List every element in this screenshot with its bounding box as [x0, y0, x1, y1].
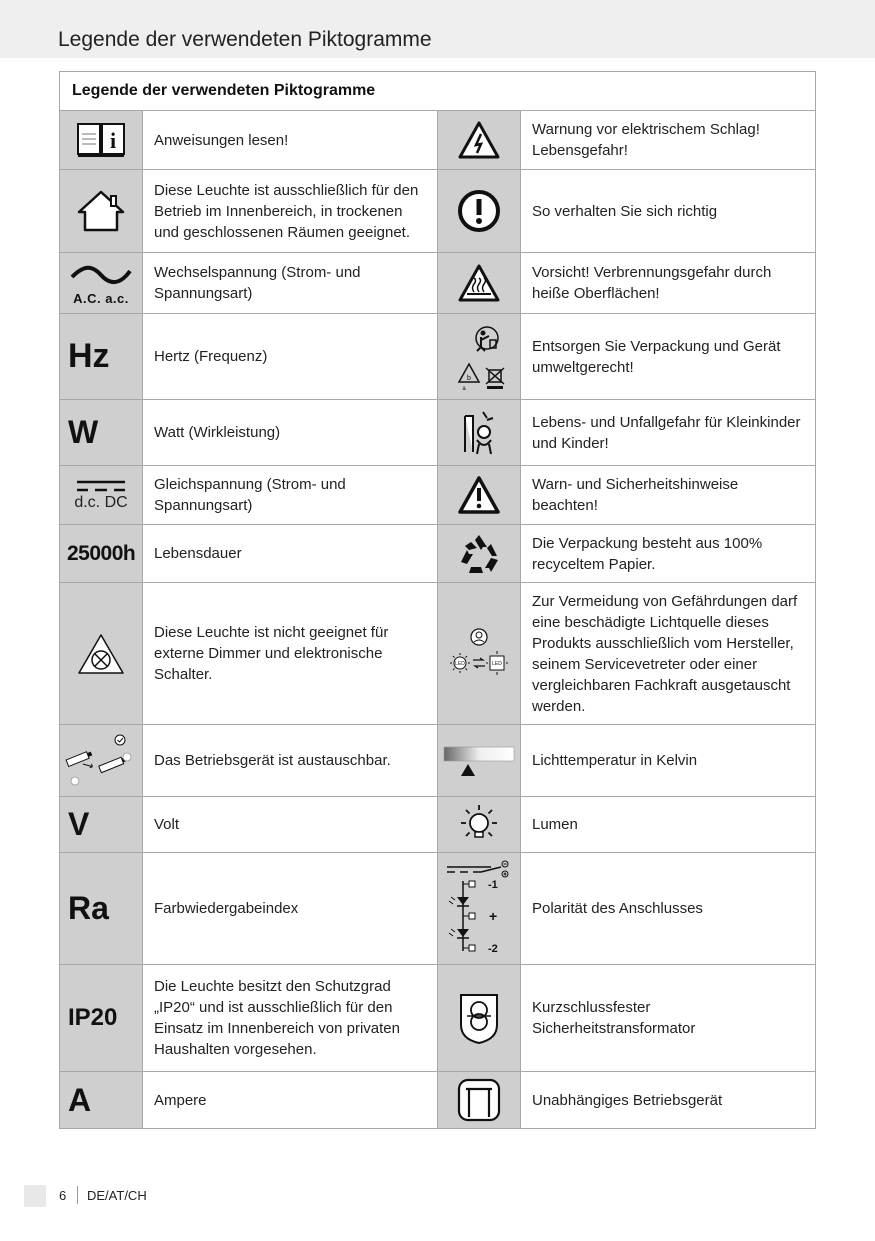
- pictogram-legend-table: [59, 71, 816, 1129]
- hot-surface-warning-icon: [438, 253, 521, 314]
- legend-text: Diese Leuchte ist nicht geeignet für externe Dimmer und elektronische Schalter.: [143, 583, 438, 725]
- no-dimmer-icon: [60, 583, 143, 725]
- legend-text: Diese Leuchte ist ausschließlich für den Betrieb im Innenbereich, in trockenen und geschlossenen Räumen geeignet.: [143, 170, 438, 253]
- ip20-symbol: IP20: [68, 1004, 118, 1031]
- lumen-bulb-icon: [438, 797, 521, 853]
- polarity-label-minus1: -1: [488, 879, 498, 891]
- legend-text: Volt: [143, 797, 438, 853]
- read-instructions-icon: [60, 111, 143, 170]
- hertz-symbol: Hz: [68, 337, 110, 375]
- table-row: [60, 170, 816, 253]
- child-danger-icon: [438, 400, 521, 466]
- alternating-current-icon: [60, 253, 143, 314]
- table-row: [60, 965, 816, 1072]
- light-source-replacement-icon: [438, 583, 521, 725]
- legend-text: Das Betriebsgerät ist austauschbar.: [143, 725, 438, 797]
- svg-text:LED: LED: [492, 660, 502, 667]
- table-row: [60, 466, 816, 525]
- legend-text: Lichttemperatur in Kelvin: [521, 725, 816, 797]
- legend-header: Legende der verwendeten Piktogramme: [60, 72, 816, 111]
- table-row: [60, 853, 816, 965]
- table-row: [60, 797, 816, 853]
- legend-text: Lumen: [521, 797, 816, 853]
- legend-text: Wechselspannung (Strom- und Spannungsart): [143, 253, 438, 314]
- legend-text: Ampere: [143, 1072, 438, 1129]
- table-row: [60, 111, 816, 170]
- region-label: DE/AT/CH: [87, 1188, 147, 1203]
- legend-text: Zur Vermeidung von Gefährdungen darf eine beschädigte Lichtquelle dieses Produkts ausschließlich vom Hersteller, seinem Servicevetreter oder einer vergleichbaren Fachkraft ausgetauscht werden.: [521, 583, 816, 725]
- legend-text: Lebens- und Unfallgefahr für Kleinkinder und Kinder!: [521, 400, 816, 466]
- legend-text: Vorsicht! Verbrennungsgefahr durch heiße Oberflächen!: [521, 253, 816, 314]
- svg-text:b: b: [467, 374, 471, 382]
- svg-text:i: i: [109, 128, 117, 153]
- svg-text:LED: LED: [455, 660, 465, 667]
- table-row: [60, 525, 816, 583]
- polarity-label-minus2: -2: [488, 943, 498, 955]
- volt-symbol: V: [68, 806, 90, 842]
- recycling-disposal-icon: [438, 314, 521, 400]
- electric-shock-warning-icon: [438, 111, 521, 170]
- legend-text: Watt (Wirkleistung): [143, 400, 438, 466]
- independent-control-gear-icon: [438, 1072, 521, 1129]
- legend-text: Hertz (Frequenz): [143, 314, 438, 400]
- legend-text: Die Verpackung besteht aus 100% recyceltem Papier.: [521, 525, 816, 583]
- polarity-label-plus: +: [489, 908, 498, 924]
- legend-text: Unabhängiges Betriebsgerät: [521, 1072, 816, 1129]
- replaceable-driver-icon: [60, 725, 143, 797]
- watt-symbol: W: [68, 414, 99, 450]
- exclamation-icon: [438, 170, 521, 253]
- safety-transformer-icon: [438, 965, 521, 1072]
- footer-divider: [77, 1186, 78, 1204]
- lifetime-symbol: 25000h: [67, 541, 136, 565]
- legend-header-row: [60, 72, 816, 111]
- legend-text: Farbwiedergabeindex: [143, 853, 438, 965]
- table-row: [60, 253, 816, 314]
- direct-current-icon: [60, 466, 143, 525]
- color-temperature-icon: [438, 725, 521, 797]
- recycle-icon: [438, 525, 521, 583]
- svg-text:a: a: [462, 385, 466, 392]
- legend-text: Entsorgen Sie Verpackung und Gerät umweltgerecht!: [521, 314, 816, 400]
- dc-label: d.c. DC: [74, 494, 128, 511]
- footer-marker: [24, 1185, 46, 1207]
- table-row: [60, 314, 816, 400]
- legend-text: Lebensdauer: [143, 525, 438, 583]
- polarity-diagram-icon: [438, 853, 521, 965]
- legend-text: Anweisungen lesen!: [143, 111, 438, 170]
- legend-text: Warnung vor elektrischem Schlag! Lebensgefahr!: [521, 111, 816, 170]
- legend-text: Polarität des Anschlusses: [521, 853, 816, 965]
- legend-text: So verhalten Sie sich richtig: [521, 170, 816, 253]
- table-row: [60, 725, 816, 797]
- page-number: 6: [59, 1188, 67, 1203]
- color-rendering-symbol: Ra: [68, 890, 109, 926]
- ac-label: A.C. a.c.: [73, 290, 129, 306]
- page-title: Legende der verwendeten Piktogramme: [58, 28, 432, 51]
- legend-text: Gleichspannung (Strom- und Spannungsart): [143, 466, 438, 525]
- legend-text: Warn- und Sicherheitshinweise beachten!: [521, 466, 816, 525]
- table-row: [60, 1072, 816, 1129]
- legend-text: Kurzschlussfester Sicherheitstransformator: [521, 965, 816, 1072]
- legend-text: Die Leuchte besitzt den Schutzgrad „IP20“ und ist ausschließlich für den Einsatz im Innenbereich von privaten Haushalten vorgesehen.: [143, 965, 438, 1072]
- warning-triangle-icon: [438, 466, 521, 525]
- table-row: [60, 583, 816, 725]
- indoor-use-house-icon: [60, 170, 143, 253]
- ampere-symbol: A: [68, 1081, 92, 1118]
- table-row: [60, 400, 816, 466]
